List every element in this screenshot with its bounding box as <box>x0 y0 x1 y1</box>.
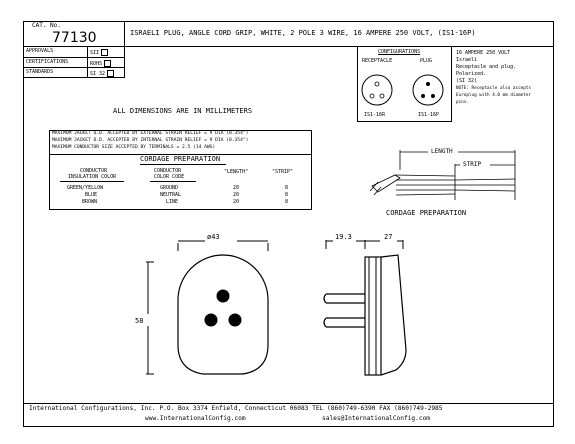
table-cell: 20 <box>233 185 240 191</box>
footer-company-line: International Configurations, Inc. P.O. Box 3374 Enfield, Connecticut 06083 TEL (860)749-6390 FAX (860)749-2985 <box>29 405 443 412</box>
table-cell: GREEN/YELLOW <box>67 185 104 191</box>
plug-front-view <box>146 241 268 374</box>
standards-value: SI 32 <box>90 70 114 77</box>
col-header: CONDUCTOR <box>154 168 182 174</box>
height-dim-label: 58 <box>135 317 144 325</box>
spec-line: Europlug with 4.0 mm diameter <box>456 93 532 98</box>
spec-line: (SI 32) <box>456 78 478 84</box>
jacket-note: MAXIMUM JACKET O.D. ACCEPTED BY EXTERNAL STRAIN RELIEF = 9 DIA (0.354") <box>52 131 249 136</box>
col-header: COLOR CODE <box>154 174 185 180</box>
cat-label: CAT. No. <box>32 22 61 29</box>
table-cell: NEUTRAL <box>160 192 182 198</box>
spec-line: Polarized. <box>456 71 487 77</box>
plug-label: PLUG <box>420 58 433 64</box>
cat-number: 77130 <box>52 30 97 46</box>
receptacle-face-icon <box>362 75 392 105</box>
table-cell: GROUND <box>160 185 179 191</box>
length-label: LENGTH <box>431 148 453 155</box>
table-cell: 8 <box>285 199 289 205</box>
col-header: "LENGTH" <box>224 169 249 175</box>
col-header: CONDUCTOR <box>80 168 108 174</box>
receptacle-label: RECEPTACLE <box>362 58 393 64</box>
table-cell: 20 <box>233 192 240 198</box>
table-cell: LINE <box>166 199 179 205</box>
plug-code: IS1-16P <box>418 112 440 118</box>
spec-line: 16 AMPERE 250 VOLT <box>456 50 511 56</box>
table-cell: BROWN <box>82 199 98 205</box>
footer-website: www.InternationalConfig.com <box>145 415 246 422</box>
cord-diagram <box>370 150 515 200</box>
table-cell: 8 <box>285 192 289 198</box>
spec-line: Israeli <box>456 57 478 63</box>
dimensions-note: ALL DIMENSIONS ARE IN MILLIMETERS <box>113 107 253 115</box>
plug-side-view <box>324 240 406 375</box>
table-cell: 20 <box>233 199 240 205</box>
table-cell: BLUE <box>85 192 98 198</box>
standards-label: STANDARDS <box>26 69 54 75</box>
plug-face-icon <box>413 75 443 105</box>
strip-label: STRIP <box>463 161 482 168</box>
certifications-label: CERTIFICATIONS <box>26 59 69 65</box>
spec-line: NOTE: Receptacle also accepts <box>456 86 532 91</box>
product-description: ISRAELI PLUG, ANGLE CORD GRIP, WHITE, 2 POLE 3 WIRE, 16 AMPERE 250 VOLT, (IS1-16P) <box>130 29 476 37</box>
jacket-note: MAXIMUM JACKET O.D. ACCEPTED BY INTERNAL STRAIN RELIEF = 9 DIA (0.354") <box>52 138 249 143</box>
spec-line: Receptacle and plug. <box>456 64 517 70</box>
col-header: "STRIP" <box>272 169 294 175</box>
cordage-title: CORDAGE PREPARATION <box>140 155 221 163</box>
jacket-note: MAXIMUM CONDUCTOR SIZE ACCEPTED BY TERMINALS = 2.5 (14 AWG) <box>52 145 216 150</box>
diameter-dim-label: ø43 <box>207 233 220 241</box>
side-dim-label: 27 <box>384 233 393 241</box>
certifications-value: ROHS <box>90 60 111 67</box>
approvals-label: APPROVALS <box>26 48 54 54</box>
receptacle-code: IS1-16R <box>364 112 386 118</box>
table-cell: 8 <box>285 185 289 191</box>
footer-email: sales@InternationalConfig.com <box>322 415 431 422</box>
cord-caption: CORDAGE PREPARATION <box>386 209 467 217</box>
approvals-value: SII <box>90 49 108 56</box>
side-dim-label: 19.3 <box>335 233 352 241</box>
col-header: INSULATION COLOR <box>68 174 117 180</box>
spec-line: pins. <box>456 100 469 105</box>
configurations-title: CONFIGURATIONS <box>378 49 421 55</box>
